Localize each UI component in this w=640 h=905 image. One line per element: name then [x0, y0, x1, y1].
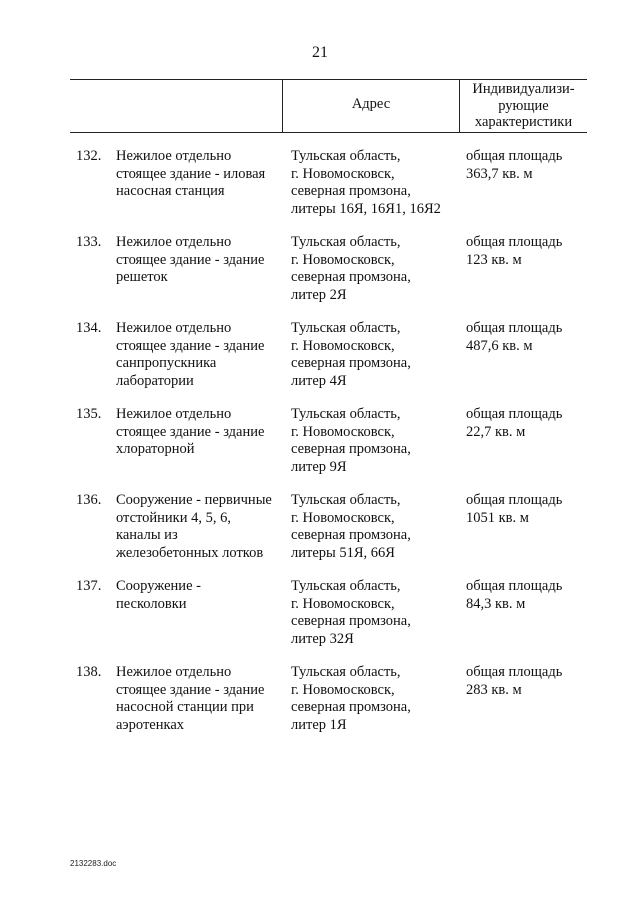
object-name-line: насосная станция	[116, 183, 225, 199]
table-row	[0, 148, 640, 234]
object-name-line: Нежилое отдельно	[116, 148, 232, 164]
address-line: северная промзона,	[291, 613, 411, 629]
object-address	[291, 148, 463, 218]
table-row	[0, 406, 640, 492]
object-name-line: каналы из	[116, 527, 178, 543]
address-line: северная промзона,	[291, 355, 411, 371]
object-name-line: стоящее здание - здание	[116, 337, 265, 354]
object-address	[291, 578, 463, 648]
row-number: 136.	[76, 492, 102, 508]
object-characteristics	[466, 578, 606, 613]
object-address	[291, 234, 463, 304]
address-line: литер 4Я	[291, 372, 347, 389]
object-address	[291, 320, 463, 390]
address-line: Тульская область,	[291, 664, 401, 680]
address-line: литер 9Я	[291, 458, 347, 475]
object-name-line: стоящее здание - иловая	[116, 165, 266, 182]
object-address	[291, 492, 463, 562]
address-line: Тульская область,	[291, 492, 401, 508]
row-number: 137.	[76, 578, 102, 594]
characteristics-line: 22,7 кв. м	[466, 423, 526, 440]
object-name-line: отстойники 4, 5, 6,	[116, 509, 231, 526]
characteristics-line: общая площадь	[466, 148, 563, 164]
header-address: Адрес	[351, 96, 391, 112]
object-name-line: лаборатории	[116, 372, 194, 389]
row-number: 134.	[76, 320, 102, 336]
table-header	[70, 79, 587, 133]
object-name-line: Сооружение - первичные	[116, 492, 272, 508]
characteristics-line: 123 кв. м	[466, 251, 522, 268]
object-name-line: Нежилое отдельно	[116, 406, 232, 422]
header-characteristics	[460, 81, 587, 131]
characteristics-line: общая площадь	[466, 492, 563, 508]
object-name	[116, 578, 288, 613]
object-characteristics	[466, 406, 606, 441]
object-name-line: стоящее здание - здание	[116, 423, 265, 440]
object-name	[116, 492, 288, 562]
object-name-line: Нежилое отдельно	[116, 320, 232, 336]
address-line: г. Новомосковск,	[291, 337, 395, 354]
object-name-line: Нежилое отдельно	[116, 664, 232, 680]
characteristics-line: 363,7 кв. м	[466, 165, 533, 182]
address-line: Тульская область,	[291, 406, 401, 422]
object-name-line: аэротенках	[116, 716, 185, 733]
header-characteristics-line: характеристики	[474, 114, 573, 130]
address-line: г. Новомосковск,	[291, 595, 395, 612]
object-characteristics	[466, 664, 606, 699]
object-name-line: песколовки	[116, 595, 187, 612]
object-name	[116, 664, 288, 734]
page-number: 21	[312, 44, 328, 61]
object-name-line: решеток	[116, 269, 168, 285]
address-line: северная промзона,	[291, 183, 411, 199]
address-line: г. Новомосковск,	[291, 251, 395, 268]
characteristics-line: 1051 кв. м	[466, 509, 529, 526]
address-line: северная промзона,	[291, 269, 411, 285]
object-name-line: хлораторной	[116, 441, 195, 457]
property-list	[0, 148, 640, 750]
object-name-line: железобетонных лотков	[116, 544, 264, 561]
row-number: 135.	[76, 406, 102, 422]
characteristics-line: общая площадь	[466, 320, 563, 336]
characteristics-line: общая площадь	[466, 664, 563, 680]
object-name-line: стоящее здание - здание	[116, 681, 265, 698]
address-line: г. Новомосковск,	[291, 423, 395, 440]
characteristics-line: 487,6 кв. м	[466, 337, 533, 354]
address-line: литеры 16Я, 16Я1, 16Я2	[291, 200, 441, 217]
address-line: г. Новомосковск,	[291, 509, 395, 526]
object-name-line: Нежилое отдельно	[116, 234, 232, 250]
table-row	[0, 578, 640, 664]
object-name	[116, 148, 288, 201]
table-row	[0, 320, 640, 406]
table-row	[0, 664, 640, 750]
address-line: северная промзона,	[291, 699, 411, 715]
object-name-line: стоящее здание - здание	[116, 251, 265, 268]
object-name	[116, 234, 288, 287]
object-name-line: насосной станции при	[116, 699, 254, 715]
address-line: литеры 51Я, 66Я	[291, 544, 395, 561]
address-line: Тульская область,	[291, 234, 401, 250]
address-line: северная промзона,	[291, 441, 411, 457]
object-characteristics	[466, 234, 606, 269]
characteristics-line: 283 кв. м	[466, 681, 522, 698]
address-line: литер 32Я	[291, 630, 354, 647]
object-name	[116, 320, 288, 390]
object-characteristics	[466, 320, 606, 355]
object-name-line: Сооружение -	[116, 578, 201, 594]
table-row	[0, 234, 640, 320]
object-address	[291, 406, 463, 476]
address-line: Тульская область,	[291, 320, 401, 336]
table-row	[0, 492, 640, 578]
object-address	[291, 664, 463, 734]
characteristics-line: общая площадь	[466, 234, 563, 250]
row-number: 132.	[76, 148, 102, 164]
header-characteristics-line: Индивидуализи-	[472, 81, 575, 97]
address-line: Тульская область,	[291, 148, 401, 164]
address-line: литер 1Я	[291, 716, 347, 733]
object-characteristics	[466, 148, 606, 183]
object-name-line: санпропускника	[116, 355, 217, 371]
address-line: г. Новомосковск,	[291, 681, 395, 698]
object-name	[116, 406, 288, 459]
characteristics-line: общая площадь	[466, 406, 563, 422]
row-number: 133.	[76, 234, 102, 250]
address-line: г. Новомосковск,	[291, 165, 395, 182]
document-filename: 2132283.doc	[70, 859, 117, 868]
characteristics-line: общая площадь	[466, 578, 563, 594]
address-line: северная промзона,	[291, 527, 411, 543]
characteristics-line: 84,3 кв. м	[466, 595, 526, 612]
address-line: Тульская область,	[291, 578, 401, 594]
address-line: литер 2Я	[291, 286, 347, 303]
header-characteristics-line: рующие	[498, 97, 549, 114]
object-characteristics	[466, 492, 606, 527]
row-number: 138.	[76, 664, 102, 680]
